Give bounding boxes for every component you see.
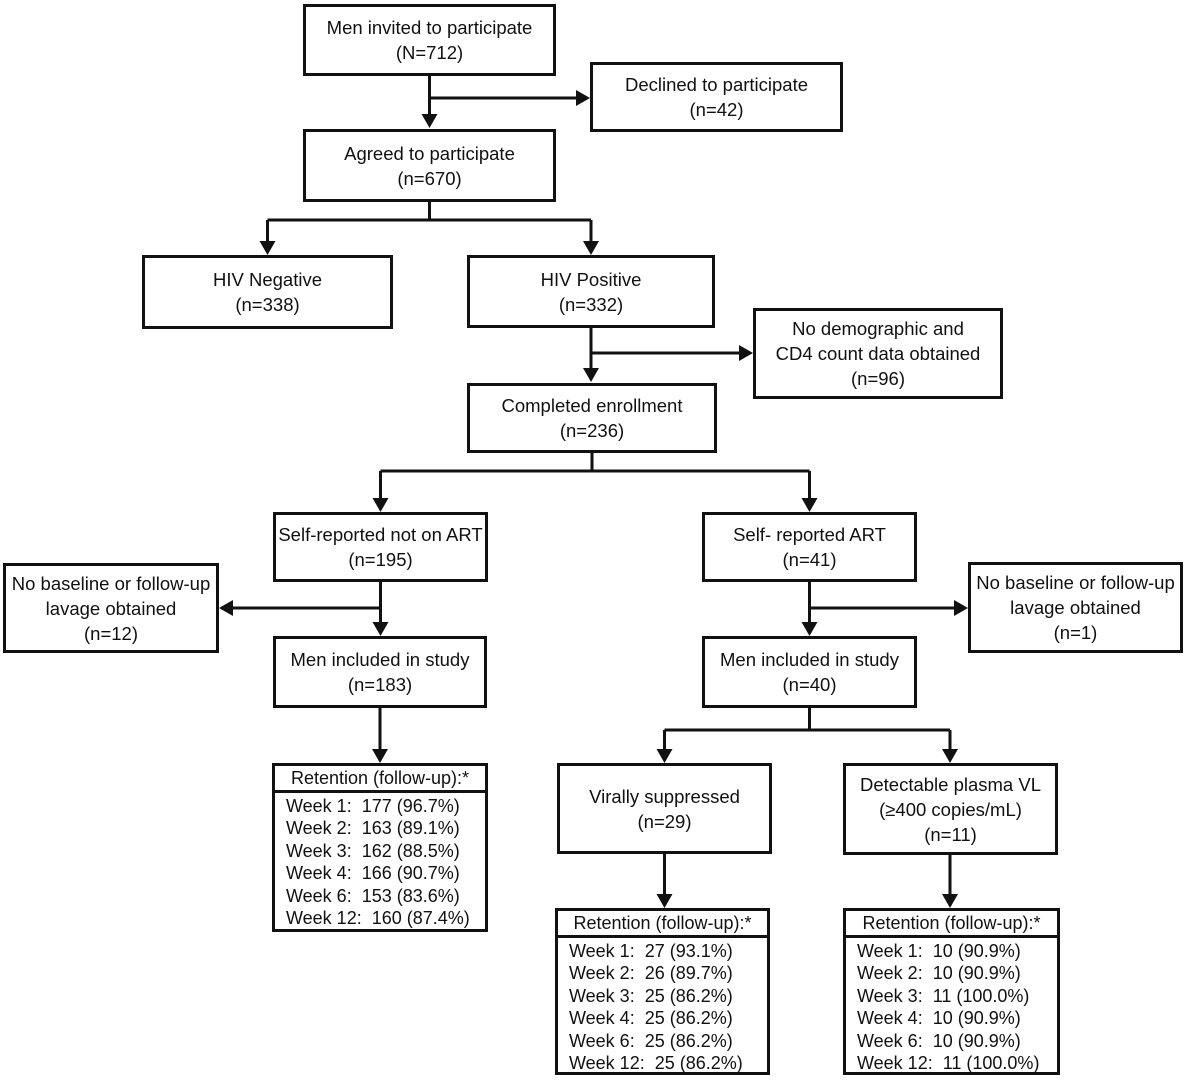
arrowhead-down (802, 622, 818, 636)
retention-row: Week 6: 25 (86.2%) (569, 1030, 733, 1051)
arrowhead-down (260, 241, 276, 255)
retention-row: Week 1: 177 (96.7%) (286, 796, 460, 816)
retention-box-detectable-vl (843, 908, 1060, 1075)
retention-row: Week 4: 10 (90.9%) (857, 1008, 1021, 1029)
box-declined (590, 62, 843, 132)
box-text-line: No baseline or follow-up (11, 572, 211, 594)
box-count: (n=332) (558, 293, 624, 315)
box-self-reported-not-on-art (273, 512, 488, 582)
arrowhead-down (422, 114, 438, 128)
retention-row: Week 2: 163 (89.1%) (286, 818, 460, 839)
retention-row: Week 4: 166 (90.7%) (286, 863, 460, 884)
arrowhead-down (373, 622, 389, 636)
retention-row: Week 12: 25 (86.2%) (569, 1053, 743, 1074)
retention-rows (275, 793, 485, 929)
connector-included183-to-retention (372, 708, 388, 763)
box-count: (n=195) (348, 549, 413, 570)
box-men-invited (303, 4, 556, 76)
arrowhead-down (942, 749, 958, 763)
arrowhead-down (802, 498, 818, 512)
box-text-line: No demographic and (792, 318, 964, 339)
retention-row: Week 2: 26 (89.7%) (569, 963, 733, 984)
flow-line (665, 708, 951, 750)
box-text-line: Agreed to participate (344, 142, 515, 164)
retention-row: Week 3: 25 (86.2%) (569, 985, 733, 1006)
arrowhead-left (219, 600, 233, 616)
retention-rows (558, 938, 767, 1074)
box-text-line: Virally suppressed (589, 785, 740, 807)
box-text-line: Completed enrollment (501, 395, 683, 416)
box-no-demographic-data (753, 308, 1003, 399)
box-count: (n=11) (924, 823, 977, 845)
connector-notart-to-nolavage-left (219, 600, 381, 616)
retention-row: Week 3: 162 (88.5%) (286, 840, 460, 861)
box-text-line: No baseline or follow-up (976, 572, 1175, 593)
arrowhead-right (576, 90, 590, 106)
box-text-line: Men invited to participate (326, 17, 533, 38)
box-text-line: lavage obtained (45, 597, 177, 619)
connector-art-to-nolavage-right (810, 600, 969, 616)
connector-suppressed-to-retention (657, 854, 673, 908)
connector-invited-to-declined (430, 90, 591, 106)
retention-row: Week 3: 11 (100.0%) (857, 985, 1030, 1006)
arrowhead-down (372, 749, 388, 763)
retention-row: Week 12: 160 (87.4%) (286, 908, 470, 929)
box-count: (n=183) (347, 674, 413, 695)
box-text-line: Declined to participate (624, 74, 809, 95)
box-text-line: Men included in study (720, 649, 899, 670)
box-men-included-not-on-art (273, 636, 487, 708)
box-count: (n=29) (637, 810, 692, 832)
retention-header: Retention (follow-up):* (846, 911, 1057, 938)
retention-row: Week 1: 27 (93.1%) (569, 941, 733, 961)
arrowhead-down (583, 241, 599, 255)
retention-box-not-on-art (272, 763, 488, 932)
box-hiv-negative (142, 255, 393, 329)
box-self-reported-art (702, 512, 917, 582)
retention-row: Week 1: 10 (90.9%) (857, 941, 1021, 961)
arrowhead-down (373, 498, 389, 512)
box-text-line: Self-reported not on ART (278, 524, 483, 545)
arrowhead-down (657, 894, 673, 908)
box-no-lavage-left (3, 563, 219, 653)
box-count: (n=670) (397, 167, 462, 189)
box-detectable-vl (843, 763, 1058, 855)
box-count: (n=236) (559, 420, 625, 441)
connector-hivpositive-to-nodemographic (591, 345, 753, 361)
box-count: (n=12) (84, 622, 138, 644)
box-count: (n=338) (235, 294, 300, 315)
box-completed-enrollment (467, 383, 717, 453)
box-text-line: lavage obtained (1010, 597, 1141, 618)
connector-detectable-to-retention (942, 855, 958, 908)
box-count: (n=1) (1053, 622, 1098, 643)
box-count: (N=712) (395, 42, 464, 63)
retention-header: Retention (follow-up):* (275, 766, 485, 793)
box-text-line: HIV Negative (213, 269, 322, 290)
retention-row: Week 2: 10 (90.9%) (857, 963, 1021, 984)
box-no-lavage-right (968, 562, 1183, 653)
retention-rows (846, 938, 1057, 1074)
connector-included40-split (657, 708, 959, 763)
box-text-line: HIV Positive (540, 268, 642, 290)
connector-hivpositive-to-completed (583, 328, 599, 382)
arrowhead-right (954, 600, 968, 616)
retention-header: Retention (follow-up):* (558, 911, 767, 938)
box-count: (n=41) (782, 549, 837, 570)
box-agreed (303, 129, 556, 202)
box-hiv-positive (467, 255, 715, 328)
retention-row: Week 12: 11 (100.0%) (857, 1053, 1040, 1074)
box-count: (n=96) (851, 368, 905, 389)
box-text-line: (≥400 copies/mL) (879, 798, 1022, 820)
connector-agreed-split (260, 202, 600, 255)
box-count: (n=42) (689, 99, 744, 120)
box-text-line: Detectable plasma VL (860, 773, 1041, 795)
retention-row: Week 4: 25 (86.2%) (569, 1008, 733, 1029)
box-virally-suppressed (557, 763, 772, 854)
retention-row: Week 6: 10 (90.9%) (857, 1030, 1021, 1051)
flow-line (268, 202, 592, 242)
box-text-line: CD4 count data obtained (775, 343, 981, 364)
connector-completed-split (373, 453, 818, 512)
arrowhead-right (739, 345, 753, 361)
connector-invited-to-agreed (422, 76, 438, 128)
arrowhead-down (657, 749, 673, 763)
arrowhead-down (583, 368, 599, 382)
retention-box-virally-suppressed (555, 908, 770, 1075)
box-text-line: Self- reported ART (733, 524, 886, 545)
arrowhead-down (942, 894, 958, 908)
box-count: (n=40) (782, 674, 837, 695)
box-text-line: Men included in study (290, 649, 470, 670)
flow-line (381, 453, 810, 499)
retention-row: Week 6: 153 (83.6%) (286, 885, 460, 906)
box-men-included-on-art (702, 636, 917, 708)
